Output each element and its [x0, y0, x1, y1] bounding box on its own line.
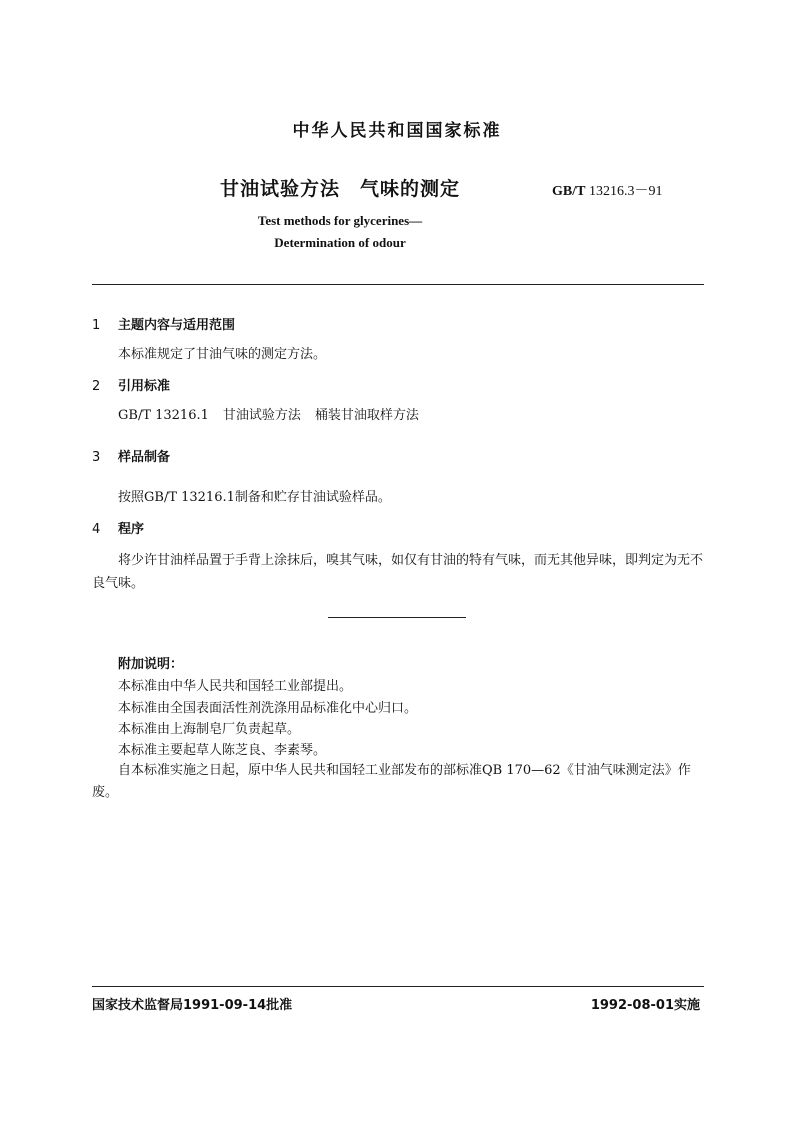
- header-divider: [92, 284, 704, 285]
- reference-title: 甘油试验方法: [222, 408, 301, 423]
- section-2-title: 引用标准: [118, 379, 171, 394]
- section-4-text: 将少许甘油样品置于手背上涂抹后，嗅其气味，如仅有甘油的特有气味，而无其他异味，即判定为无不良气味。: [92, 553, 704, 591]
- title-english-line-1: Test methods for glycerines—: [257, 213, 423, 228]
- section-1-title: 主题内容与适用范围: [118, 318, 236, 333]
- standard-org-header: 中华人民共和国国家标准: [292, 121, 502, 141]
- note-line: 本标准由上海制皂厂负责起草。: [118, 722, 301, 737]
- section-1-heading: [92, 314, 235, 333]
- section-4-heading: [92, 518, 144, 537]
- effective-date: 1992-08-01实施: [590, 998, 700, 1013]
- section-2-reference: [118, 404, 419, 423]
- approval-date: 国家技术监督局1991-09-14批准: [92, 998, 293, 1013]
- note-line: 自本标准实施之日起，原中华人民共和国轻工业部发布的部标准QB 170—62《甘油气味测定法》作废。: [92, 763, 691, 800]
- section-3-text: 按照GB/T 13216.1制备和贮存甘油试验样品。: [118, 490, 391, 505]
- footer-divider: [92, 986, 704, 987]
- standard-code-prefix: GB/T: [552, 184, 586, 199]
- title-chinese: 甘油试验方法 气味的测定: [219, 178, 460, 200]
- section-4-title: 程序: [118, 522, 145, 537]
- section-1-number: 1: [92, 318, 101, 333]
- section-2-number: 2: [92, 379, 101, 394]
- note-line: 本标准主要起草人陈芝良、李素琴。: [118, 743, 327, 758]
- section-2-heading: [92, 375, 170, 394]
- section-3-number: 3: [92, 450, 101, 465]
- standard-code: [552, 180, 662, 200]
- section-3-heading: [92, 446, 170, 465]
- reference-subtitle: 桶装甘油取样方法: [314, 408, 419, 423]
- section-4-number: 4: [92, 522, 101, 537]
- note-line: 本标准由全国表面活性剂洗涤用品标准化中心归口。: [118, 701, 418, 716]
- section-1-text: 本标准规定了甘油气味的测定方法。: [118, 347, 327, 362]
- title-english-line-2: Determination of odour: [274, 235, 406, 250]
- content-end-divider: [328, 617, 466, 618]
- section-3-title: 样品制备: [118, 450, 171, 465]
- notes-heading: 附加说明：: [118, 657, 184, 672]
- note-line: 本标准由中华人民共和国轻工业部提出。: [118, 679, 353, 694]
- reference-code: GB/T 13216.1: [118, 408, 209, 423]
- standard-code-number: 13216.3－91: [588, 184, 663, 199]
